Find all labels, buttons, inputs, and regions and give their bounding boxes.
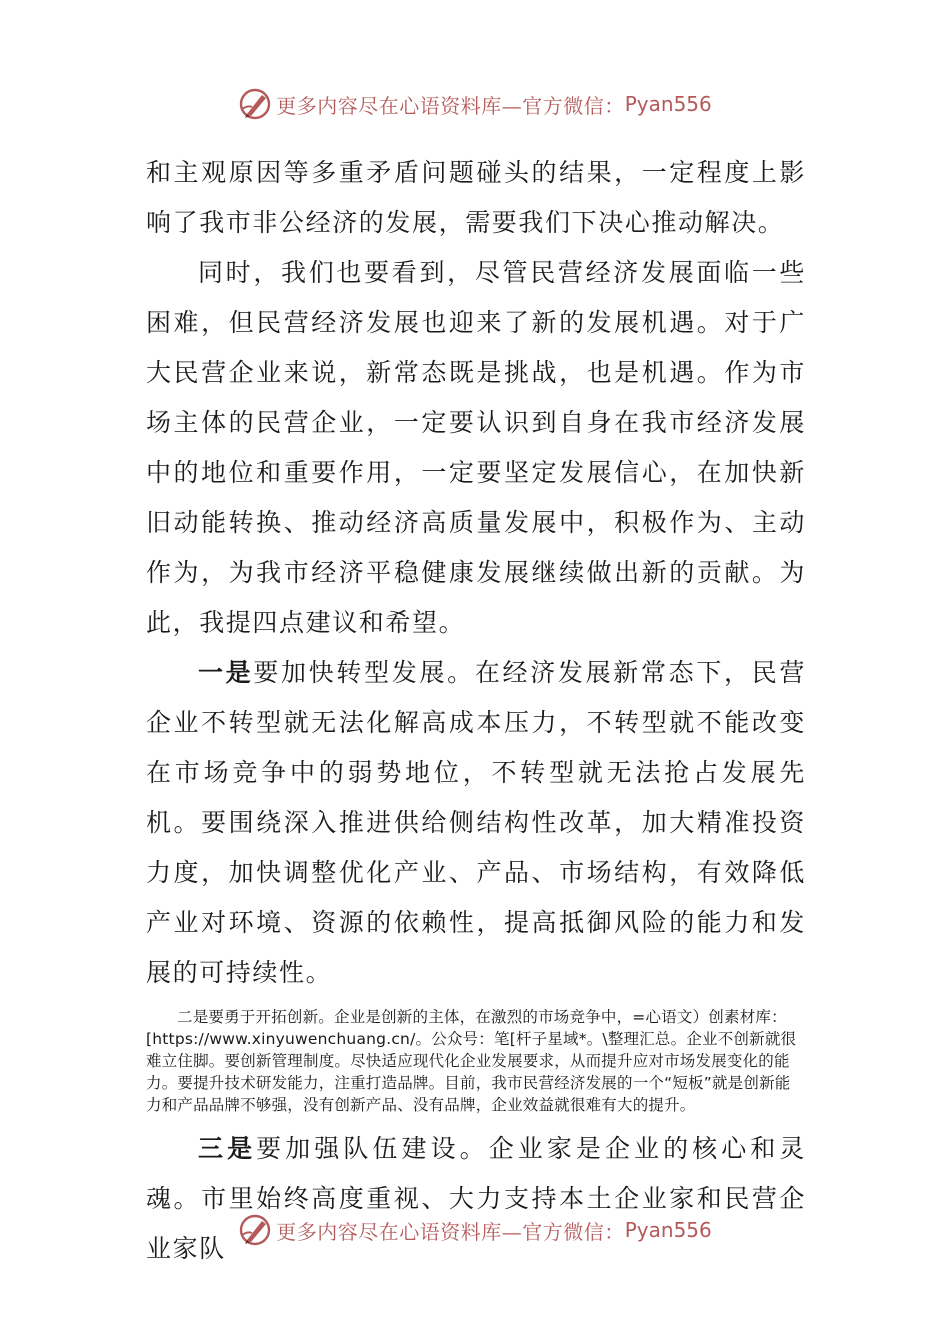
document-body	[146, 148, 806, 1274]
paragraph-5-lead: 三是	[198, 1134, 257, 1163]
header-banner-text: 更多内容尽在心语资料库—官方微信：	[276, 93, 625, 118]
paragraph-3	[146, 648, 806, 998]
header-wechat-id: Pyan556	[624, 92, 712, 116]
header-banner	[0, 86, 950, 122]
paragraph-3-text: 要加快转型发展。在经济发展新常态下，民营企业不转型就无法化解高成本压力，不转型就不能改变在市场竞争中的弱势地位，不转型就无法抢占发展先机。要围绕深入推进供给侧结构性改革，加大精准投资力度，加快调整优化产业、产品、市场结构，有效降低产业对环境、资源的依赖性，提高抵御风险的能力和发展的可持续性。	[146, 658, 806, 987]
pen-logo-icon	[238, 1213, 272, 1247]
pen-logo-icon	[238, 87, 272, 121]
paragraph-4: 二是要勇于开拓创新。企业是创新的主体，在激烈的市场竞争中，=心语文）创素材库：[https://www.xinyuwenchuang.cn/。公众号：笔[杆子星域*。\整理汇总。企业不创新就很难立住脚。要创新管理制度。尽快适应现代化企业发展要求，从而提升应对市场发展变化的能力。要提升技术研发能力，注重打造品牌。目前，我市民营经济发展的一个“短板”就是创新能力和产品品牌不够强，没有创新产品、没有品牌，企业效益就很难有大的提升。	[146, 1008, 797, 1114]
paragraph-5	[146, 1124, 806, 1274]
paragraph-1: 和主观原因等多重矛盾问题碰头的结果，一定程度上影响了我市非公经济的发展，需要我们下决心推动解决。	[146, 158, 806, 237]
paragraph-3-lead: 一是	[198, 658, 254, 687]
footer-banner	[0, 1212, 950, 1248]
footer-banner-text: 更多内容尽在心语资料库—官方微信：	[276, 1219, 625, 1244]
paragraph-2: 同时，我们也要看到，尽管民营经济发展面临一些困难，但民营经济发展也迎来了新的发展机遇。对于广大民营企业来说，新常态既是挑战，也是机遇。作为市场主体的民营企业，一定要认识到自身在我市经济发展中的地位和重要作用，一定要坚定发展信心，在加快新旧动能转换、推动经济高质量发展中，积极作为、主动作为，为我市经济平稳健康发展继续做出新的贡献。为此，我提四点建议和希望。	[146, 258, 806, 637]
footer-wechat-id: Pyan556	[624, 1218, 712, 1242]
paragraph-5-text: 要加强队伍建设。企业家是企业的核心和灵魂。市里始终高度重视、大力支持本土企业家和民营企业家队	[146, 1134, 806, 1263]
